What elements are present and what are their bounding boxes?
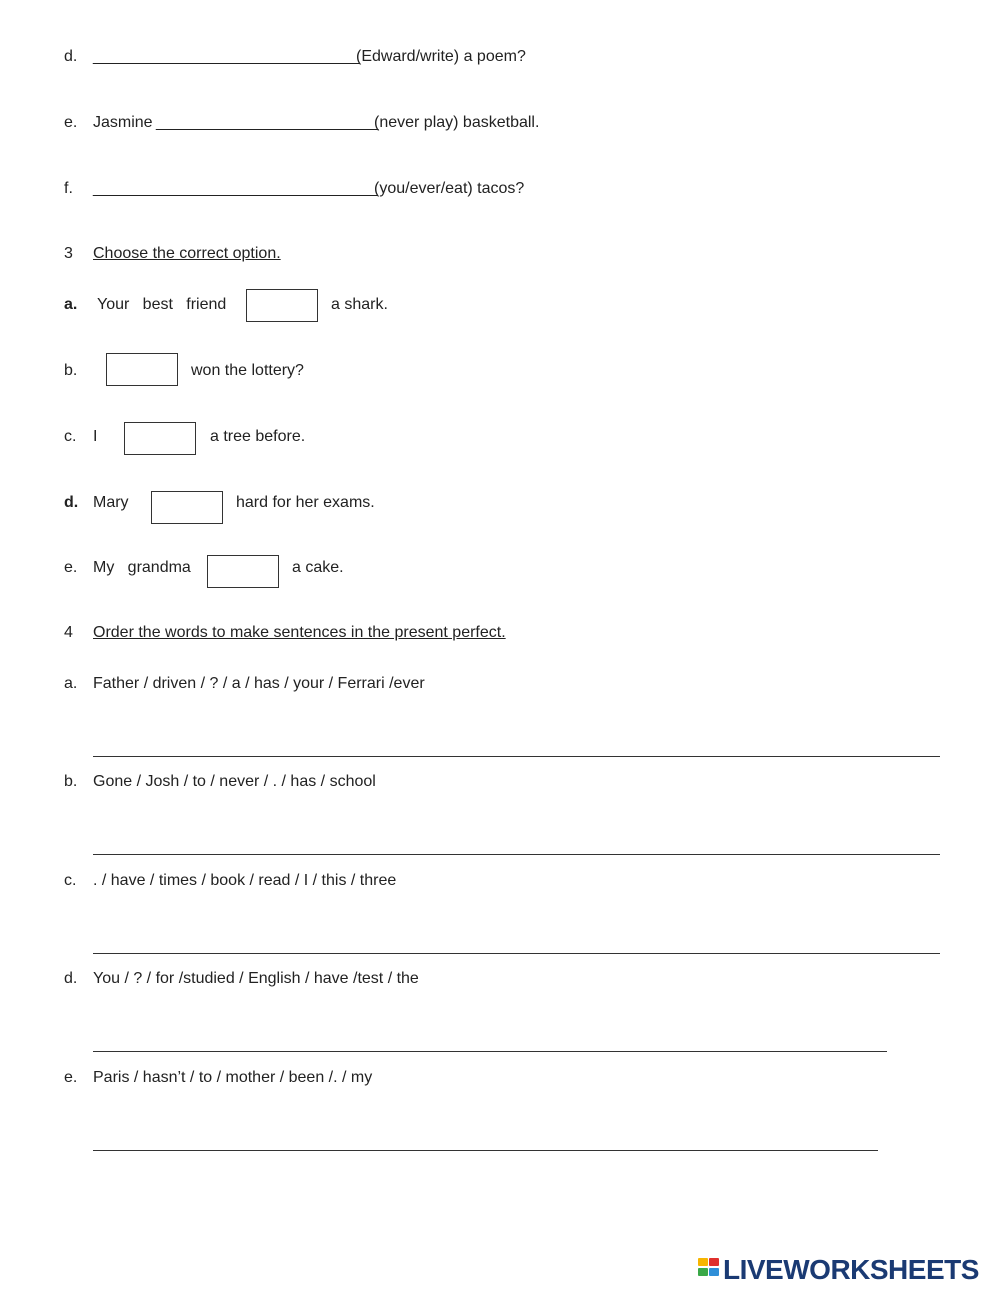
logo-cube: [698, 1268, 708, 1276]
answer-box[interactable]: [151, 491, 223, 524]
item-text-after: a shark.: [331, 296, 388, 313]
item-text-after: hard for her exams.: [236, 494, 375, 511]
section-instruction: Order the words to make sentences in the present perfect.: [93, 624, 506, 641]
logo-text: LIVEWORKSHEETS: [723, 1254, 979, 1285]
section-instruction: Choose the correct option.: [93, 245, 281, 262]
section-number: 3: [64, 245, 73, 262]
item-text-before: I: [93, 428, 98, 445]
item-letter: f.: [64, 180, 73, 197]
scrambled-words: . / have / times / book / read / I / this / three: [93, 872, 397, 889]
item-letter: b.: [64, 773, 78, 790]
logo-cube: [698, 1258, 708, 1266]
answer-box[interactable]: [246, 289, 318, 322]
logo-cubes-icon: [698, 1256, 720, 1284]
answer-line[interactable]: [93, 1051, 887, 1052]
answer-blank[interactable]: ______________________________: [93, 48, 360, 65]
answer-blank[interactable]: _________________________: [156, 114, 379, 131]
item-text-after: a cake.: [292, 559, 344, 576]
item-text-after: won the lottery?: [191, 362, 304, 379]
answer-box[interactable]: [124, 422, 196, 455]
logo-cube: [709, 1258, 719, 1266]
section-number: 4: [64, 624, 73, 641]
liveworksheets-logo: [698, 1255, 979, 1285]
item-letter: b.: [64, 362, 78, 379]
answer-blank[interactable]: ________________________________: [93, 180, 378, 197]
item-letter: d.: [64, 970, 78, 987]
item-letter: c.: [64, 872, 77, 889]
item-hint: (you/ever/eat) tacos?: [374, 180, 525, 197]
answer-line[interactable]: [93, 1150, 878, 1151]
answer-line[interactable]: [93, 854, 940, 855]
item-text-before: My grandma: [93, 559, 191, 576]
scrambled-words: Father / driven / ? / a / has / your / Ferrari /ever: [93, 675, 425, 692]
item-letter: e.: [64, 559, 78, 576]
item-subject: Jasmine: [93, 114, 153, 131]
item-letter: c.: [64, 428, 77, 445]
item-hint: (never play) basketball.: [374, 114, 540, 131]
scrambled-words: Gone / Josh / to / never / . / has / school: [93, 773, 376, 790]
item-letter: e.: [64, 114, 78, 131]
item-letter: a.: [64, 675, 78, 692]
answer-line[interactable]: [93, 953, 940, 954]
item-letter: d.: [64, 494, 79, 511]
item-letter: d.: [64, 48, 78, 65]
answer-line[interactable]: [93, 756, 940, 757]
item-text-before: Your best friend: [97, 296, 227, 313]
item-text-after: a tree before.: [210, 428, 306, 445]
answer-box[interactable]: [207, 555, 279, 588]
item-text-before: Mary: [93, 494, 129, 511]
item-letter: a.: [64, 296, 78, 313]
logo-cube: [709, 1268, 719, 1276]
scrambled-words: You / ? / for /studied / English / have /test / the: [93, 970, 419, 987]
item-letter: e.: [64, 1069, 78, 1086]
scrambled-words: Paris / hasn’t / to / mother / been /. / my: [93, 1069, 373, 1086]
item-hint: (Edward/write) a poem?: [356, 48, 526, 65]
answer-box[interactable]: [106, 353, 178, 386]
